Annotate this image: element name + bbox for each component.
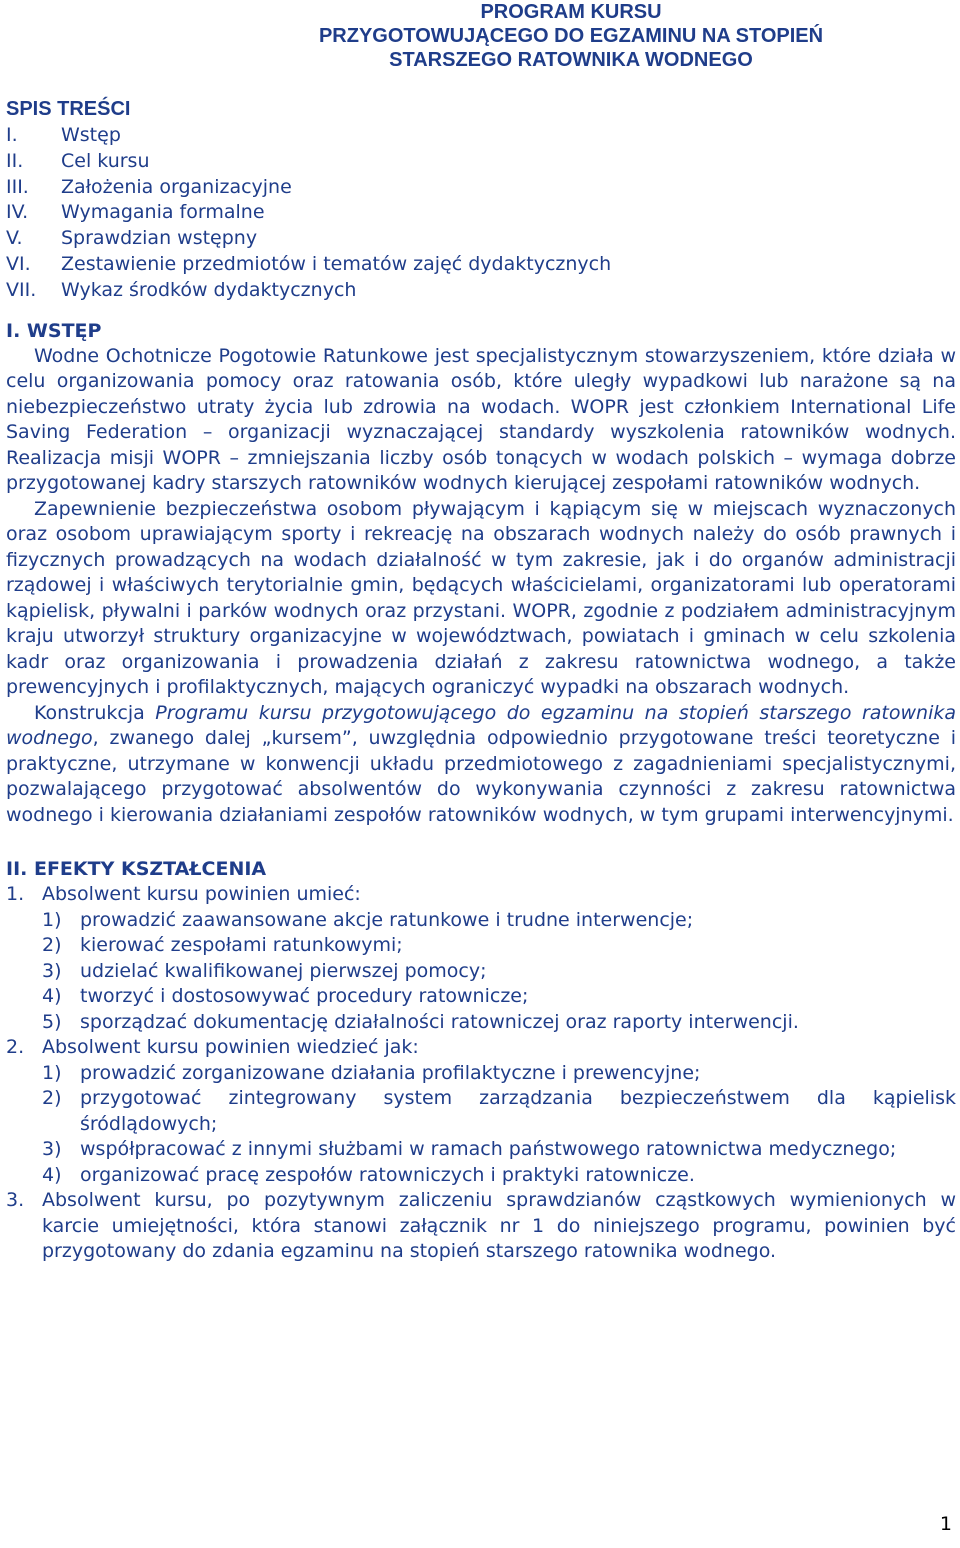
outcome-group-number: 2. xyxy=(6,1036,25,1059)
outcome-item-text: tworzyć i dostosowywać procedury ratownicze; xyxy=(80,985,529,1008)
outcome-item-text: sporządzać dokumentację działalności ratowniczej oraz raporty interwencji. xyxy=(80,1010,799,1033)
toc-item xyxy=(6,175,956,201)
outcome-item-text: współpracować z innymi służbami w ramach państwowego ratownictwa medycznego; xyxy=(80,1138,897,1161)
outcome-group-label: Absolwent kursu, po pozytywnym zaliczeniu sprawdzianów cząstkowych wymienionych w karcie umiejętności, która stanowi załącznik nr 1 do niniejszego programu, powinien być przygotowany do zdania egzaminu na stopień starszego ratownika wodnego. xyxy=(42,1189,956,1263)
toc-item xyxy=(6,200,956,226)
wstep-paragraph-3 xyxy=(6,701,956,829)
outcome-item-text: organizować pracę zespołów ratowniczych i praktyki ratownicze. xyxy=(80,1163,695,1186)
section-heading-efekty: II. EFEKTY KSZTAŁCENIA xyxy=(6,858,267,881)
outcome-group-label: Absolwent kursu powinien wiedzieć jak: xyxy=(42,1036,419,1059)
outcome-group-label: Absolwent kursu powinien umieć: xyxy=(42,883,361,906)
outcome-item-text: przygotować zintegrowany system zarządzania bezpieczeństwem dla kąpielisk śródlądowych; xyxy=(80,1087,956,1135)
document-page xyxy=(6,0,956,1265)
toc-item-number: I. xyxy=(6,124,18,146)
wstep-paragraph-1: Wodne Ochotnicze Pogotowie Ratunkowe jest specjalistycznym stowarzyszeniem, które działa w celu organizowania pomocy oraz ratowania osób, które uległy wypadkowi lub narażone są na niebezpieczeństwo utraty życia lub zdrowia na wodach. WOPR jest członkiem International Life Saving Federation – organizacji wyznaczającej standardy wyszkolenia ratowników wodnych. Realizacja misji WOPR – zmniejszania liczby osób tonących w wodach polskich – wymaga dobrze przygotowanej kadry starszych ratowników wodnych kierującej zespołami ratowników wodnych. xyxy=(6,344,956,495)
toc-item xyxy=(6,252,956,278)
outcome-item xyxy=(42,1061,956,1087)
wstep-paragraph-2: Zapewnienie bezpieczeństwa osobom pływającym i kąpiącym się w miejscach wyznaczonych oraz osobom uprawiającym sporty i rekreację na obszarach wodnych należy do osób prawnych i fizycznych prowadzących na wodach działalność w tym zakresie, jak i do organów administracji rządowej i właściwych terytorialnie gmin, będących właścicielami, organizatorami lub operatorami kąpielisk, pływalni i parków wodnych oraz przystani. WOPR, zgodnie z podziałem administracyjnym kraju utworzył struktury organizacyjne w województwach, powiatach i gminach w celu szkolenia kadr oraz organizowania i prowadzenia działań z zakresu ratownictwa wodnego, a także prewencyjnych i profilaktycznych, mających ograniczyć wypadki na obszarach wodnych. xyxy=(6,497,956,699)
outcome-item xyxy=(42,1163,956,1189)
toc-item-number: II. xyxy=(6,149,24,172)
outcome-group xyxy=(6,1188,956,1265)
table-of-contents xyxy=(6,123,956,304)
outcomes-list xyxy=(6,882,956,1265)
outcome-group xyxy=(6,1035,956,1188)
toc-item xyxy=(6,123,956,149)
toc-item-label: Zestawienie przedmiotów i tematów zajęć dydaktycznych xyxy=(61,252,612,275)
outcome-item-number: 4) xyxy=(42,1163,62,1186)
outcome-item-number: 3) xyxy=(42,959,62,982)
outcome-item xyxy=(42,1010,956,1036)
toc-item-label: Założenia organizacyjne xyxy=(61,175,292,198)
paragraph-text: Konstrukcja xyxy=(34,701,156,724)
outcome-group xyxy=(6,882,956,1035)
title-line-3: STARSZEGO RATOWNIKA WODNEGO xyxy=(389,49,753,71)
outcome-item-text: kierować zespołami ratunkowymi; xyxy=(80,934,403,957)
toc-item xyxy=(6,149,956,175)
toc-item-label: Cel kursu xyxy=(61,149,150,172)
section-heading-number: I. xyxy=(6,319,21,342)
outcome-item xyxy=(42,908,956,934)
toc-item xyxy=(6,278,956,304)
outcome-item-number: 5) xyxy=(42,1010,62,1033)
outcome-item xyxy=(42,933,956,959)
outcome-item xyxy=(42,959,956,985)
toc-item-number: III. xyxy=(6,175,29,198)
section-heading-text: WSTĘP xyxy=(26,319,102,342)
toc-heading: SPIS TREŚCI xyxy=(6,98,131,120)
outcome-item-number: 1) xyxy=(42,908,62,931)
document-title xyxy=(186,0,956,72)
outcome-sublist xyxy=(42,908,956,1036)
page-number: 1 xyxy=(939,1513,952,1535)
outcome-item-number: 2) xyxy=(42,934,62,957)
outcome-group-number: 1. xyxy=(6,883,25,906)
outcome-item-number: 2) xyxy=(42,1087,62,1110)
toc-item-number: IV. xyxy=(6,201,29,224)
outcome-item xyxy=(42,1137,956,1163)
toc-item-label: Sprawdzian wstępny xyxy=(61,227,258,250)
paragraph-text: , zwanego dalej „kursem”, uwzględnia odpowiednio przygotowane treści teoretyczne i praktyczne, utrzymane w konwencji układu przedmiotowego z zagadnieniami specjalistycznymi, pozwalającego przygotować absolwentów do wykonywania czynności z zakresu ratownictwa wodnego i kierowania działaniami zespołów ratowników wodnych, w tym grupami interwencyjnymi. xyxy=(6,727,956,826)
toc-item-number: VII. xyxy=(6,278,37,301)
outcome-item-text: prowadzić zorganizowane działania profilaktyczne i prewencyjne; xyxy=(80,1061,701,1084)
outcome-item-number: 4) xyxy=(42,985,62,1008)
outcome-group-number: 3. xyxy=(6,1189,25,1212)
outcome-group-body xyxy=(42,882,956,1035)
toc-item-label: Wstęp xyxy=(61,124,121,146)
toc-item-number: V. xyxy=(6,227,23,250)
outcome-sublist xyxy=(42,1061,956,1189)
title-line-1: PROGRAM KURSU xyxy=(480,1,662,23)
outcome-item xyxy=(42,984,956,1010)
title-line-2: PRZYGOTOWUJĄCEGO DO EGZAMINU NA STOPIEŃ xyxy=(318,25,824,47)
program-title-italic: Programu kursu przygotowującego do egzaminu na stopień starszego ratownika wodnego xyxy=(6,701,956,750)
outcome-item-number: 3) xyxy=(42,1138,62,1161)
toc-item-label: Wymagania formalne xyxy=(61,201,265,224)
toc-item xyxy=(6,226,956,252)
outcome-item-number: 1) xyxy=(42,1061,62,1084)
toc-item-label: Wykaz środków dydaktycznych xyxy=(61,278,357,301)
outcome-item-text: prowadzić zaawansowane akcje ratunkowe i trudne interwencje; xyxy=(80,908,694,931)
section-heading-wstep xyxy=(6,318,956,344)
outcome-item-text: udzielać kwalifikowanej pierwszej pomocy; xyxy=(80,959,487,982)
outcome-group-body xyxy=(42,1035,956,1188)
toc-item-number: VI. xyxy=(6,252,31,275)
outcome-item xyxy=(42,1086,956,1137)
